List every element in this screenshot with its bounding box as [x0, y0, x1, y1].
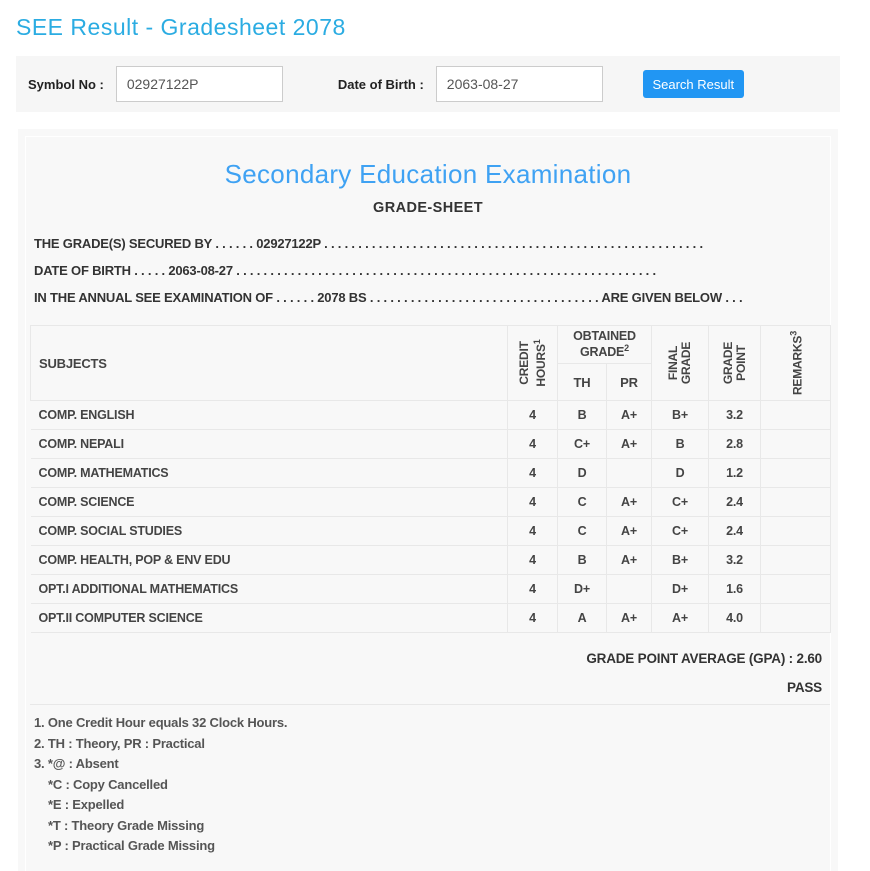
th-header: TH — [558, 364, 607, 401]
pr-grade-cell: A+ — [607, 517, 652, 546]
subject-cell: COMP. ENGLISH — [31, 401, 508, 430]
gpa-block — [30, 633, 830, 705]
remarks-cell — [761, 401, 831, 430]
credit-cell: 4 — [508, 430, 558, 459]
subjects-header: SUBJECTS — [31, 326, 508, 401]
pr-grade-cell — [607, 459, 652, 488]
th-grade-cell: B — [558, 546, 607, 575]
subject-cell: OPT.I ADDITIONAL MATHEMATICS — [31, 575, 508, 604]
table-row — [31, 604, 831, 633]
credit-cell: 4 — [508, 401, 558, 430]
pr-grade-cell: A+ — [607, 604, 652, 633]
grade-point-cell: 2.4 — [709, 488, 761, 517]
credit-cell: 4 — [508, 604, 558, 633]
sheet-subtitle: GRADE-SHEET — [373, 200, 483, 216]
obtained-grade-header: OBTAINED GRADE$^2$ — [558, 326, 652, 364]
footnote-expelled: *E : Expelled — [48, 797, 125, 812]
subject-cell: COMP. NEPALI — [31, 430, 508, 459]
subject-cell: COMP. SOCIAL STUDIES — [31, 517, 508, 546]
gradesheet-inner — [25, 136, 831, 871]
dob-input[interactable] — [436, 66, 603, 102]
search-form — [16, 56, 840, 112]
final-grade-cell: D — [652, 459, 709, 488]
remarks-cell — [761, 459, 831, 488]
th-grade-cell: D+ — [558, 575, 607, 604]
remarks-cell — [761, 430, 831, 459]
final-grade-cell: B — [652, 430, 709, 459]
exam-title: Secondary Education Examination — [224, 159, 632, 189]
subject-cell: OPT.II COMPUTER SCIENCE — [31, 604, 508, 633]
pr-grade-cell: A+ — [607, 401, 652, 430]
intro-block — [34, 230, 824, 311]
final-grade-cell: D+ — [652, 575, 709, 604]
intro-line-date-of-birth: DATE OF BIRTH . . . . . 2063-08-27 . . . . . . . . . . . . . . . . . . . . . . . . . . . . . . . . . . . . . . . . . . . . . . . . . . . . . . . . . . . . . . — [34, 263, 656, 278]
th-grade-cell: C+ — [558, 430, 607, 459]
result-status: PASS — [787, 680, 822, 695]
footnotes — [34, 713, 826, 857]
th-grade-cell: B — [558, 401, 607, 430]
table-row — [31, 517, 831, 546]
grade-point-cell: 1.2 — [709, 459, 761, 488]
dob-label: Date of Birth : — [337, 76, 424, 92]
footnote-practical-missing: *P : Practical Grade Missing — [48, 838, 215, 853]
intro-line-grades-secured: THE GRADE(S) SECURED BY . . . . . . 02927122P . . . . . . . . . . . . . . . . . . . . . . . . . . . . . . . . . . . . . . . . . . . . . . . . . . . . . . . . — [34, 236, 703, 251]
pr-grade-cell: A+ — [607, 546, 652, 575]
page — [0, 14, 870, 871]
table-row — [31, 430, 831, 459]
remarks-cell — [761, 517, 831, 546]
table-row — [31, 401, 831, 430]
table-row — [31, 488, 831, 517]
grade-point-cell: 3.2 — [709, 546, 761, 575]
subject-cell: COMP. SCIENCE — [31, 488, 508, 517]
final-grade-cell: A+ — [652, 604, 709, 633]
gpa-text: GRADE POINT AVERAGE (GPA) : 2.60 — [586, 651, 822, 666]
footnote-theory-missing: *T : Theory Grade Missing — [48, 817, 205, 833]
pr-grade-cell: A+ — [607, 430, 652, 459]
credit-cell: 4 — [508, 459, 558, 488]
grade-point-cell: 3.2 — [709, 401, 761, 430]
page-title: SEE Result - Gradesheet 2078 — [16, 14, 346, 40]
table-row — [31, 575, 831, 604]
th-grade-cell: D — [558, 459, 607, 488]
remarks-cell — [761, 604, 831, 633]
remarks-header: REMARKS$^3$ — [761, 326, 831, 401]
final-grade-cell: B+ — [652, 401, 709, 430]
grade-point-cell: 2.4 — [709, 517, 761, 546]
credit-cell: 4 — [508, 517, 558, 546]
intro-line-examination-year: IN THE ANNUAL SEE EXAMINATION OF . . . . . . 2078 BS . . . . . . . . . . . . . . . . . . . . . . . . . . . . . . . . . . ARE GIVEN BELOW . . . — [34, 290, 743, 305]
symbol-input[interactable] — [116, 66, 283, 102]
subject-cell: COMP. MATHEMATICS — [31, 459, 508, 488]
pr-grade-cell — [607, 575, 652, 604]
footnote-copy-cancelled: *C : Copy Cancelled — [48, 776, 168, 792]
grade-point-header: GRADE POINT — [709, 326, 761, 401]
final-grade-cell: C+ — [652, 517, 709, 546]
credit-cell: 4 — [508, 488, 558, 517]
pr-grade-cell: A+ — [607, 488, 652, 517]
final-grade-header: FINAL GRADE — [652, 326, 709, 401]
subject-cell: COMP. HEALTH, POP & ENV EDU — [31, 546, 508, 575]
footnote-credit-hour: 1. One Credit Hour equals 32 Clock Hours. — [34, 715, 288, 730]
final-grade-cell: C+ — [652, 488, 709, 517]
footnote-absent: 3. *@ : Absent — [34, 756, 119, 771]
pr-header: PR — [607, 364, 652, 401]
remarks-cell — [761, 546, 831, 575]
footnote-th-pr: 2. TH : Theory, PR : Practical — [34, 735, 205, 751]
credit-cell: 4 — [508, 575, 558, 604]
symbol-label: Symbol No : — [28, 76, 104, 92]
gradesheet-panel — [18, 129, 838, 871]
grade-point-cell: 2.8 — [709, 430, 761, 459]
remarks-cell — [761, 575, 831, 604]
search-button[interactable]: Search Result — [643, 70, 744, 98]
th-grade-cell: C — [558, 488, 607, 517]
th-grade-cell: C — [558, 517, 607, 546]
grades-table — [30, 325, 831, 633]
table-row — [31, 546, 831, 575]
remarks-cell — [761, 488, 831, 517]
credit-cell: 4 — [508, 546, 558, 575]
credit-hours-header: CREDIT HOURS$^1$ — [508, 326, 558, 401]
final-grade-cell: B+ — [652, 546, 709, 575]
grade-point-cell: 1.6 — [709, 575, 761, 604]
th-grade-cell: A — [558, 604, 607, 633]
table-row — [31, 459, 831, 488]
grade-point-cell: 4.0 — [709, 604, 761, 633]
